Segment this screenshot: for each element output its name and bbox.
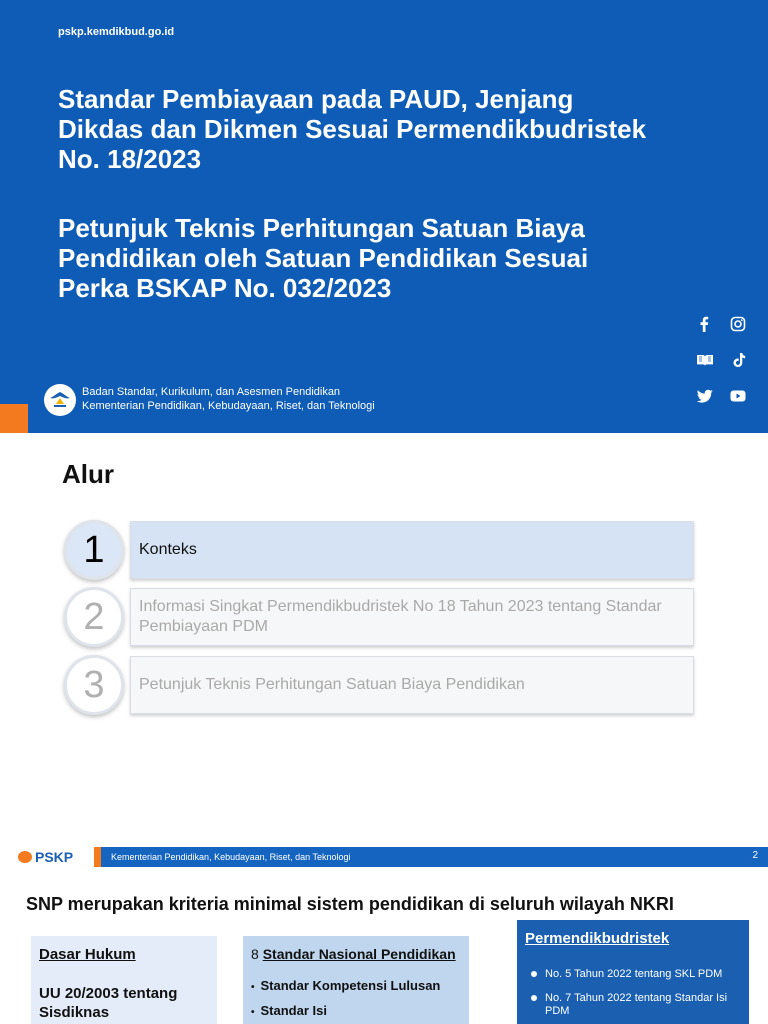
cover-title-2-line: Pendidikan oleh Satuan Pendidikan Sesuai: [58, 243, 589, 273]
youtube-icon[interactable]: [730, 389, 746, 403]
step-label: Konteks: [130, 521, 694, 579]
card-title-prefix: 8: [251, 946, 263, 962]
snp-slide: [0, 808, 768, 1024]
cover-title-2-line: Petunjuk Teknis Perhitungan Satuan Biaya: [58, 213, 585, 243]
card-body: UU 20/2003 tentang Sisdiknas: [39, 985, 178, 1021]
list-item: • Standar Isi: [251, 1003, 440, 1018]
accent-block: [0, 404, 28, 433]
card-title-main: Standar Nasional Pendidikan: [262, 946, 456, 962]
topbar-text: Kementerian Pendidikan, Kebudayaan, Riset, dan Teknologi: [111, 852, 351, 862]
social-row-3: [696, 388, 746, 404]
institution-line: Badan Standar, Kurikulum, dan Asesmen Pendidikan: [82, 386, 341, 398]
social-row-2: [696, 352, 746, 368]
cover-title-1-line: Dikdas dan Dikmen Sesuai Permendikbudristek: [58, 114, 647, 144]
site-url: pskp.kemdikbud.go.id: [58, 26, 175, 38]
topbar-accent: [94, 847, 101, 867]
social-row-1: [696, 316, 746, 332]
instagram-icon[interactable]: [730, 316, 746, 332]
card-title: Permendikbudristek: [525, 930, 670, 947]
topbar: [101, 847, 768, 867]
step-item-2[interactable]: [64, 587, 696, 647]
cover-title-1: [58, 84, 738, 174]
list-item: • Standar Kompetensi Lulusan: [251, 978, 440, 993]
slide-heading: Alur: [62, 459, 114, 489]
card-title: Dasar Hukum: [39, 946, 136, 963]
step-number: 1: [64, 520, 124, 580]
book-icon[interactable]: [696, 352, 714, 368]
tut-wuri-logo: [44, 384, 76, 416]
cover-title-1-line: Standar Pembiayaan pada PAUD, Jenjang: [58, 84, 574, 114]
snp-list: [251, 978, 440, 1024]
institution-line: Kementerian Pendidikan, Kebudayaan, Riset, dan Teknologi: [82, 400, 375, 412]
permendikbudristek-card: [517, 920, 749, 1024]
dasar-hukum-card: [31, 936, 217, 1024]
cover-title-2-line: Perka BSKAP No. 032/2023: [58, 273, 392, 303]
step-item-1[interactable]: [64, 520, 696, 580]
pskp-logo-mark: [18, 851, 32, 863]
snp-card: [243, 936, 469, 1024]
facebook-icon[interactable]: [696, 316, 712, 332]
step-label: Informasi Singkat Permendikbudristek No 18 Tahun 2023 tentang Standar Pembiayaan PDM: [130, 588, 694, 646]
regulation-list: [529, 968, 743, 1024]
step-item-3[interactable]: [64, 655, 696, 715]
step-label: Petunjuk Teknis Perhitungan Satuan Biaya Pendidikan: [130, 656, 694, 714]
twitter-icon[interactable]: [696, 388, 714, 404]
cover-title-2: [58, 213, 738, 303]
cover-slide: [0, 0, 768, 433]
page-number: 2: [752, 850, 758, 861]
tiktok-icon[interactable]: [732, 352, 746, 368]
list-item: No. 5 Tahun 2022 tentang SKL PDM: [529, 968, 743, 981]
slide-heading: SNP merupakan kriteria minimal sistem pendidikan di seluruh wilayah NKRI: [26, 894, 674, 914]
list-item: No. 7 Tahun 2022 tentang Standar Isi PDM: [529, 992, 743, 1018]
step-number: 2: [64, 587, 124, 647]
alur-slide: [0, 433, 768, 808]
card-title: [251, 946, 456, 962]
pskp-logo: [18, 847, 73, 867]
cover-title-1-line: No. 18/2023: [58, 144, 202, 174]
pskp-logo-text: PSKP: [35, 849, 74, 865]
step-number: 3: [64, 655, 124, 715]
